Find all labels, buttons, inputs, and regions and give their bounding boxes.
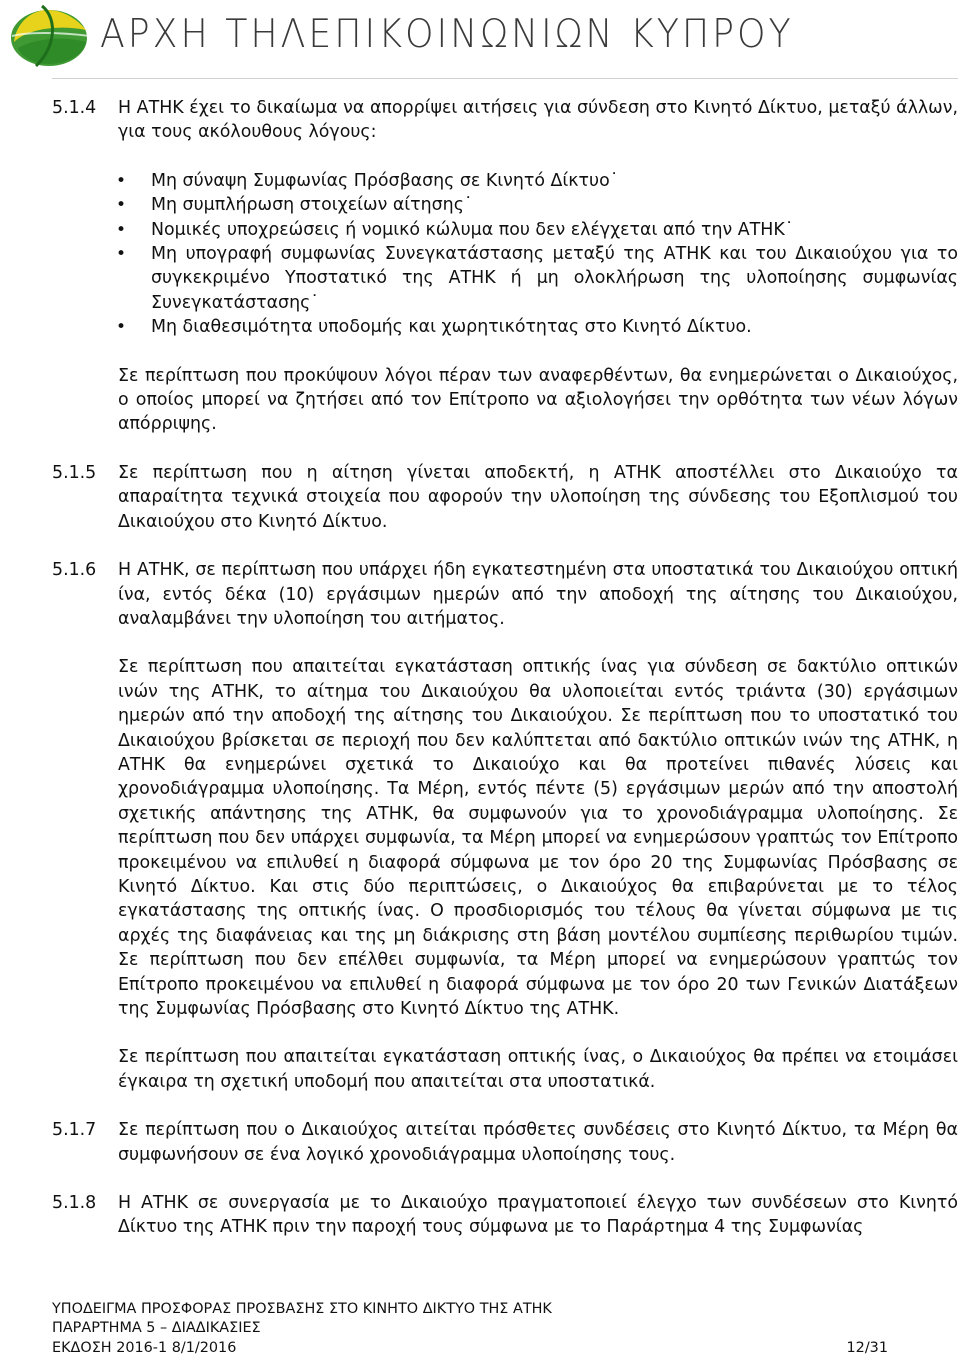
section-number: 5.1.5 — [52, 462, 97, 483]
company-name: ΑΡΧΗ ΤΗΛΕΠΙΚΟΙΝΩΝΙΩΝ ΚΥΠΡΟΥ — [100, 12, 794, 57]
list-item: • Νομικές υποχρεώσεις ή νομικό κώλυμα που δεν ελέγχεται από την ΑΤΗΚ˙ — [52, 218, 958, 242]
list-item: • Μη υπογραφή συμφωνίας Συνεγκατάστασης μεταξύ της ΑΤΗΚ και του Δικαιούχου για το συγκεκριμένο Υποστατικό της ΑΤΗΚ ή μη ολοκλήρωση της υλοποίησης συμφωνίας Συνεγκατάστασης˙ — [52, 242, 958, 315]
paragraph: Σε περίπτωση που απαιτείται εγκατάσταση οπτικής ίνας για σύνδεση σε δακτύλιο οπτικών ινών της ΑΤΗΚ, το αίτημα του Δικαιούχου θα υλοποιείται εντός τριάντα (30) εργάσιμων ημερών από την αποδοχή της αίτησης του Δικαιούχου. Σε περίπτωση που το υποστατικό του Δικαιούχου βρίσκεται σε περιοχή που δεν καλύπτεται από δακτύλιο οπτικών ινών της ΑΤΗΚ, η ΑΤΗΚ θα ενημερώνει σχετικά το Δικαιούχο και θα προτείνει πιθανές λύσεις και χρονοδιάγραμμα υλοποίησης. Τα Μέρη, εντός πέντε (5) εργάσιμων μερών από την αποστολή σχετικής απάντησης της ΑΤΗΚ, θα συμφωνούν για το χρονοδιάγραμμα υλοποίησης. Σε περίπτωση που δεν υπάρχει συμφωνία, τα Μέρη μπορεί να ενημερώσουν γραπτώς τον Επίτροπο προκειμένου να επιλυθεί η διαφορά σύμφωνα με τον όρο 20 της Συμφωνίας Πρόσβασης σε Κινητό Δίκτυο. Και στις δύο περιπτώσεις, ο Δικαιούχος θα επιβαρύνεται με το τέλος εγκατάστασης της οπτικής ίνας. Ο προσδιορισμός του τέλους θα γίνεται σύμφωνα με τις αρχές της διαφάνειας και της μη διάκρισης στη βάση μοντέλου συμπίεσης περιθωρίου τιμών. Σε περίπτωση που δεν επέλθει συμφωνία, τα Μέρη μπορεί να ενημερώσουν γραπτώς τον Επίτροπο προκειμένου να επιλυθεί η διαφορά σύμφωνα με τον όρο 20 των Γενικών Διατάξεων της Συμφωνίας Πρόσβασης στο Κινητό Δίκτυο της ΑΤΗΚ. — [118, 657, 958, 1019]
section-text: Η ΑΤΗΚ σε συνεργασία με το Δικαιούχο πραγματοποιεί έλεγχο των συνδέσεων στο Κινητό Δίκτυο της ΑΤΗΚ πριν την παροχή τους σύμφωνα με το Παράρτημα 4 της Συμφωνίας — [118, 1193, 958, 1238]
section-5-1-8 — [52, 1191, 958, 1240]
paragraph: Σε περίπτωση που απαιτείται εγκατάσταση οπτικής ίνας, ο Δικαιούχος θα πρέπει να ετοιμάσει έγκαιρα τη σχετική υποδομή που απαιτείται στα υποστατικά. — [118, 1047, 958, 1092]
section-number: 5.1.4 — [52, 98, 97, 118]
section-number: 5.1.7 — [52, 1120, 97, 1141]
document-body — [52, 96, 958, 1240]
section-5-1-7 — [52, 1118, 958, 1167]
section-number: 5.1.6 — [52, 560, 97, 581]
page-number: 12/31 — [846, 1339, 888, 1356]
page-footer — [52, 1300, 888, 1358]
section-5-1-4 — [52, 96, 958, 145]
footer-version: ΕΚΔΟΣΗ 2016-1 8/1/2016 — [52, 1339, 237, 1356]
paragraph: Σε περίπτωση που προκύψουν λόγοι πέραν των αναφερθέντων, θα ενημερώνεται ο Δικαιούχος, ο οποίος μπορεί να ζητήσει από τον Επίτροπο να αξιολογήσει την ορθότητα των νέων λόγων απόρριψης. — [118, 365, 958, 435]
section-number: 5.1.8 — [52, 1193, 97, 1214]
footer-appendix: ΠΑΡΑΡΤΗΜΑ 5 – ΔΙΑΔΙΚΑΣΙΕΣ — [52, 1320, 261, 1337]
section-5-1-6 — [52, 558, 958, 631]
list-item: • Μη συμπλήρωση στοιχείων αίτησης˙ — [52, 193, 958, 217]
list-item: • Μη διαθεσιμότητα υποδομής και χωρητικότητας στο Κινητό Δίκτυο. — [52, 315, 958, 339]
page-header — [0, 0, 960, 72]
section-text: Η ΑΤΗΚ, σε περίπτωση που υπάρχει ήδη εγκατεστημένη στα υποστατικά του Δικαιούχου οπτική ίνα, εντός δέκα (10) εργάσιμων ημερών από την αποδοχή της αίτησης του Δικαιούχου, αναλαμβάνει την υλοποίηση του αιτήματος. — [118, 560, 958, 629]
section-text: Η ΑΤΗΚ έχει το δικαίωμα να απορρίψει αιτήσεις για σύνδεση στο Κινητό Δίκτυο, μεταξύ άλλων, για τους ακόλουθους λόγους: — [118, 98, 958, 143]
rejection-reasons-list — [52, 169, 958, 340]
section-5-1-5 — [52, 461, 958, 534]
footer-title: ΥΠΟΔΕΙΓΜΑ ΠΡΟΣΦΟΡΑΣ ΠΡΟΣΒΑΣΗΣ ΣΤΟ ΚΙΝΗΤΟ ΔΙΚΤΥΟ ΤΗΣ ΑΤΗΚ — [52, 1301, 552, 1317]
section-text: Σε περίπτωση που η αίτηση γίνεται αποδεκτή, η ΑΤΗΚ αποστέλλει στο Δικαιούχο τα απαραίτητα τεχνικά στοιχεία που αφορούν την υλοποίηση της σύνδεσης του Εξοπλισμού του Δικαιούχου στο Κινητό Δίκτυο. — [118, 462, 958, 532]
section-text: Σε περίπτωση που ο Δικαιούχος αιτείται πρόσθετες συνδέσεις στο Κινητό Δίκτυο, τα Μέρη θα συμφωνήσουν σε ένα λογικό χρονοδιάγραμμα υλοποίησης τους. — [118, 1120, 958, 1165]
header-divider — [52, 78, 958, 79]
list-item: • Μη σύναψη Συμφωνίας Πρόσβασης σε Κινητό Δίκτυο˙ — [52, 169, 958, 193]
cyta-globe-logo-icon — [6, 2, 92, 68]
